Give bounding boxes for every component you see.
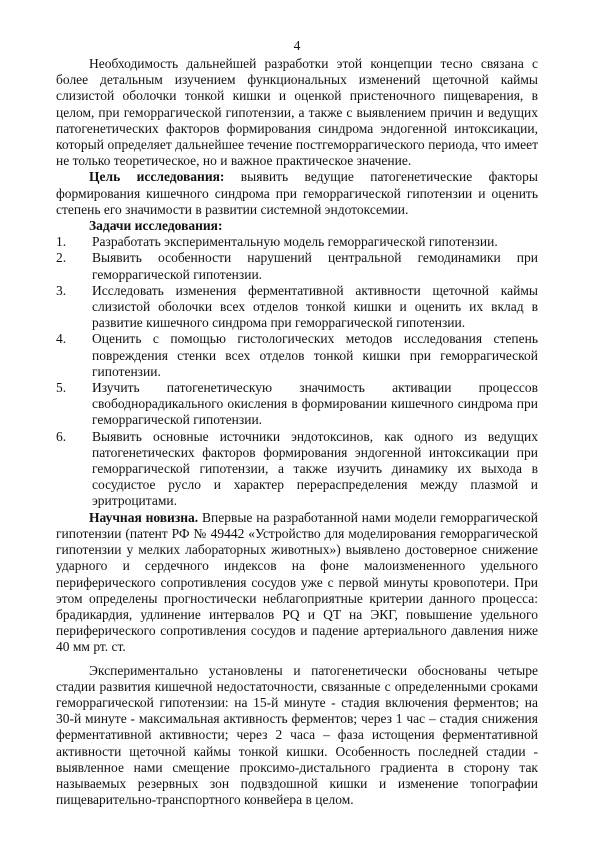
task-item (56, 429, 538, 510)
tasks-heading: Задачи исследования: (89, 218, 223, 234)
task-number: 3. (56, 282, 67, 298)
task-item (56, 283, 538, 332)
stages-paragraph: Экспериментально установлены и патогенетически обоснованы четыре стадии развития кишечной недостаточности, связанные с определенными сроками геморрагической гипотензии: на 15-й минуте - стадия включения ферментов; на 30-й минуте - максимальная активность ферментов; через 1 час – стадия снижения ферментативной активности; через 2 часа – фаза истощения ферментативной активности щеточной каймы тонкой кишки. Особенность последней стадии - выявленное нами смещение проксимо-дистального градиента в сторону так называемых резервных зон подвздошной кишки и изменение топографии пищеварительно-транспортного конвейера в целом. (56, 662, 538, 808)
goal-text: выявить ведущие патогенетические факторы формирования кишечного синдрома при геморрагической гипотензии и оценить степень его значимости в развитии системной эндотоксемии. (56, 169, 538, 217)
tasks-list (56, 234, 538, 509)
goal-paragraph (56, 169, 538, 218)
novelty-label: Научная новизна. (89, 509, 199, 525)
task-item (56, 380, 538, 429)
task-number: 6. (56, 428, 67, 444)
task-item (56, 331, 538, 380)
task-text: Исследовать изменения ферментативной активности щеточной каймы слизистой оболочки всех отделов тонкой кишки и оценить их вклад в развитие кишечного синдрома при геморрагической гипотензии. (92, 282, 538, 331)
task-text: Разработать экспериментальную модель геморрагической гипотензии. (92, 234, 498, 250)
page-body (56, 56, 538, 808)
intro-paragraph: Необходимость дальнейшей разработки этой концепции тесно связана с более детальным изучением функциональных изменений щеточной каймы слизистой оболочки тонкой кишки и оценкой пристеночного пищеварения, в целом, при геморрагической гипотензии, а также с выявлением причин и ведущих патогенетических факторов формирования синдрома эндогенной интоксикации, который определяет дальнейшее течение постгеморрагического периода, что имеет не только теоретическое, но и важное практическое значение. (56, 56, 538, 169)
task-text: Оценить с помощью гистологических методов исследования степень повреждения стенки всех отделов тонкой кишки при геморрагической гипотензии. (92, 331, 538, 379)
task-number: 4. (56, 331, 67, 347)
task-item (56, 234, 538, 250)
task-text: Выявить особенности нарушений центральной гемодинамики при геморрагической гипотензии. (92, 250, 538, 282)
task-number: 5. (56, 380, 67, 396)
task-number: 1. (56, 234, 67, 250)
goal-label: Цель исследования: (89, 169, 225, 185)
novelty-text: Впервые на разработанной нами модели геморрагической гипотензии (патент РФ № 49442 «Устройство для моделирования геморрагической гипотензии у мелких лабораторных животных») выявлено достоверное снижение ударного и сердечного индексов на фоне малоизмененного удельного периферического сопротивления сосудов уже с первой минуты кровопотери. При этом определены прогностически неблагоприятные критерии данного процесса: брадикардия, удлинение интервалов PQ и QT на ЭКГ, повышение удельного периферического сопротивления сосудов и падение артериального давления ниже 40 мм рт. ст. (56, 509, 538, 655)
page-number: 4 (293, 38, 301, 53)
task-item (56, 250, 538, 282)
novelty-paragraph (56, 510, 538, 656)
paragraph-gap (56, 656, 538, 663)
task-text: Изучить патогенетическую значимость активации процессов свободнорадикального окисления в формировании кишечного синдрома при геморрагической гипотензии. (92, 380, 538, 428)
task-text: Выявить основные источники эндотоксинов, как одного из ведущих патогенетических факторов формирования эндогенной интоксикации при геморрагической гипотензии, а также изучить динамику их выхода в сосудистое русло и характер перераспределения между плазмой и эритроцитами. (92, 428, 538, 509)
task-number: 2. (56, 250, 67, 266)
